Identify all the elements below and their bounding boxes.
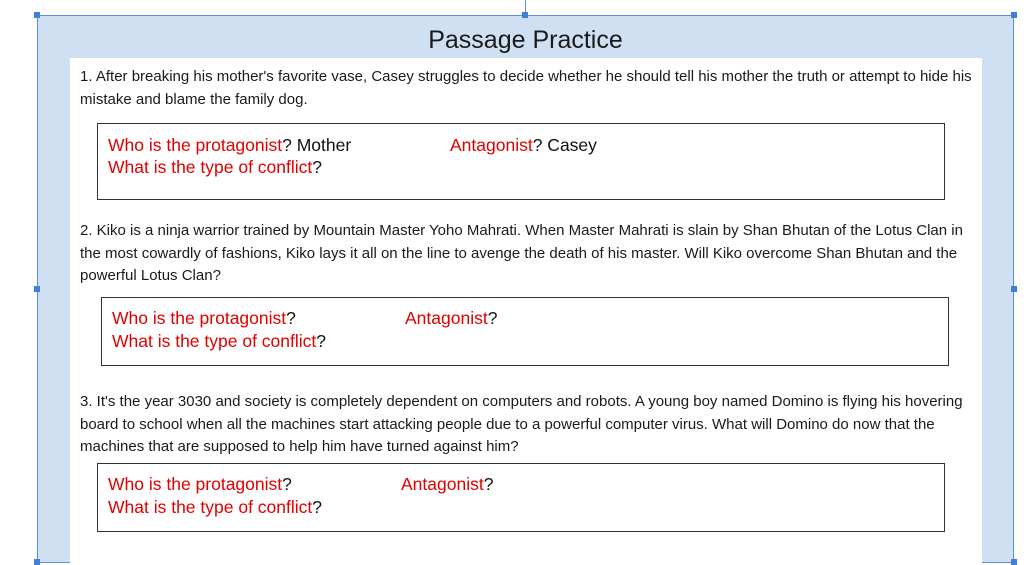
conflict-question-2 (112, 330, 326, 352)
protagonist-question-3 (108, 473, 292, 495)
protagonist-label: Who is the protagonist (112, 308, 287, 328)
conflict-label: What is the type of conflict (108, 157, 313, 177)
question-mark: ? (483, 474, 494, 494)
passage-1-text: 1. After breaking his mother's favorite vase, Casey struggles to decide whether he should tell his mother the truth or attempt to hide his mistake and blame the family dog. (80, 68, 972, 108)
resize-handle-top-left[interactable] (34, 12, 40, 18)
protagonist-question-2 (112, 307, 296, 329)
resize-handle-top-right[interactable] (1011, 12, 1017, 18)
question-mark: ? (312, 157, 322, 177)
question-mark: ? (487, 308, 498, 328)
question-mark: ? (286, 308, 296, 328)
antagonist-question-2 (405, 307, 497, 329)
conflict-label: What is the type of conflict (108, 497, 313, 517)
question-mark: ? (312, 497, 322, 517)
resize-handle-bottom-left[interactable] (34, 559, 40, 565)
conflict-question-3 (108, 496, 322, 518)
antagonist-answer[interactable]: Casey (542, 135, 597, 155)
antagonist-question-3 (401, 473, 493, 495)
protagonist-label: Who is the protagonist (108, 135, 283, 155)
passage-3-text: 3. It's the year 3030 and society is completely dependent on computers and robots. A young boy named Domino is flying his hovering board to school when all the machines start attacking people due to a powerful computer virus. What will Domino do now that the machines that are supposed to help him have turned against him? (80, 393, 963, 455)
question-mark: ? (282, 474, 292, 494)
resize-handle-middle-right[interactable] (1011, 286, 1017, 292)
protagonist-answer[interactable]: Mother (291, 135, 352, 155)
resize-handle-top-center[interactable] (522, 12, 528, 18)
protagonist-label: Who is the protagonist (108, 474, 283, 494)
resize-handle-middle-left[interactable] (34, 286, 40, 292)
antagonist-question-1 (450, 134, 597, 156)
antagonist-label: Antagonist (405, 308, 488, 328)
conflict-label: What is the type of conflict (112, 331, 317, 351)
protagonist-question-1 (108, 134, 351, 156)
antagonist-label: Antagonist (450, 135, 533, 155)
passage-2-text: 2. Kiko is a ninja warrior trained by Mountain Master Yoho Mahrati. When Master Mahrati is slain by Shan Bhutan of the Lotus Clan in the most cowardly of fashions, Kiko lays it all on the line to avenge the death of his master. Will Kiko overcome Shan Bhutan and the powerful Lotus Clan? (80, 222, 963, 284)
conflict-question-1 (108, 156, 322, 178)
antagonist-label: Antagonist (401, 474, 484, 494)
question-mark: ? (316, 331, 326, 351)
page-title: Passage Practice (428, 26, 623, 54)
question-mark: ? (532, 135, 543, 155)
resize-handle-bottom-right[interactable] (1011, 559, 1017, 565)
question-mark: ? (282, 135, 292, 155)
